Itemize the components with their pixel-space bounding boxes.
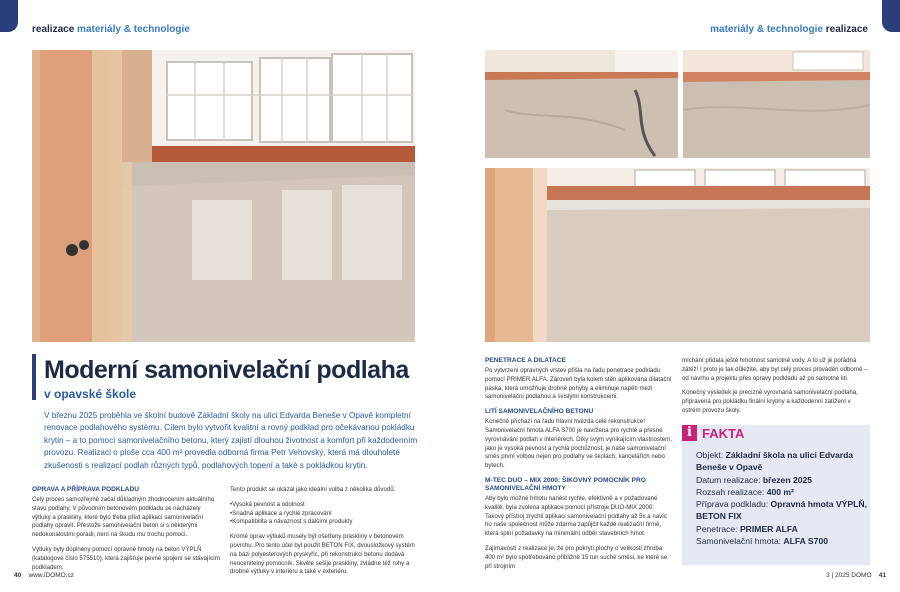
fakta-penetration: [696, 523, 868, 535]
list-item: • Vysoká pevnost a odolnost: [230, 501, 416, 510]
fakta-label: Penetrace:: [696, 523, 740, 534]
fakta-prep: [696, 498, 868, 523]
fakta-value: Opravná hmota VÝPLŇ, BETON FIX: [696, 499, 867, 522]
section-label: realizace: [32, 24, 75, 35]
fakta-area: [696, 486, 868, 498]
fakta-value: březen 2025: [762, 474, 813, 485]
article-subtitle: v opavské škole: [44, 387, 137, 401]
fakta-value: 400 m²: [766, 486, 794, 497]
fakta-value: Základní škola na ulici Edvarda Beneše v Opavě: [696, 450, 854, 473]
list-item: • Kompatibilita a návaznost s dalšími produkty: [230, 518, 416, 527]
article-title: Moderní samonivelační podlaha: [44, 356, 409, 384]
section-label-accent: materiály & technologie: [77, 24, 190, 35]
paragraph: Tento produkt se ukázal jako ideální volba z několika důvodů:: [230, 486, 396, 493]
photo-classroom-wet-floor: [32, 50, 415, 342]
fakta-value: ALFA S700: [783, 536, 828, 547]
page-footer-right: [826, 572, 886, 579]
fakta-mass: [696, 535, 868, 547]
heading-penetrace: PENETRACE A DILATACE: [485, 357, 566, 364]
fakta-label: Příprava podkladu:: [696, 499, 771, 510]
fakta-box: [682, 425, 870, 565]
paragraph: Zajímavostí z realizace je, že pro pokrytí plochy o velikosti zhruba 400 m² bylo spotřebováno přibližně 15 tun suché směsi, ke které se při strojním: [485, 544, 668, 570]
title-accent-bar: [32, 354, 36, 400]
page-number: 41: [878, 572, 886, 579]
benefits-list: [230, 501, 416, 527]
page-footer-left: [14, 572, 74, 579]
fakta-body: [696, 449, 868, 547]
heading-oprava: OPRAVA A PŘÍPRAVA PODKLADU: [32, 486, 139, 493]
list-item: • Snadná aplikace a rychlé zpracování: [230, 510, 416, 519]
page-tab-left: [0, 0, 18, 32]
photo-floor-primed-room: [683, 50, 870, 158]
section-header-left: [32, 24, 190, 35]
section-label-accent: materiály & technologie: [710, 24, 823, 35]
section-label: realizace: [825, 24, 868, 35]
page-tab-right: [882, 0, 900, 32]
fakta-label: Datum realizace:: [696, 474, 763, 485]
photo-finished-floor-room: [485, 168, 870, 342]
photo-floor-preparation-hose: [485, 50, 678, 158]
right-column-1: [485, 357, 673, 577]
paragraph: Kromě oprav výtluků musely být ošetřeny praskliny v betonovém povrchu. Pro tento účel byl použit BETON FIX, dvousložkový systém na bázi polyesterových pryskyřic, při rekonstrukci betonu dodává neocenitelný pomocník. Skvěle sešije praskliny, zvládne též rohy a drobné výtluky v interiéru a také v exteriéru.: [230, 533, 415, 576]
paragraph: Aby bylo možné hmotu nanést rychle, efektivně a v požadované kvalitě, byla zvolena aplikace pomocí přístroje DUO-MIX 2000. Takový přístroj zrychlí aplikaci samonivelační podlahy až 5x a navíc ho naše společnost může zdarma zapůjčit každé realizační firmě, která splní požadavky na minimální odběr stavebních hmot.: [485, 494, 667, 538]
website-link[interactable]: www.iDOMO.cz: [28, 572, 74, 579]
fakta-date: [696, 474, 868, 486]
paragraph: Celý proces samozřejmě začal důkladným zhodnocením aktuálního stavu podlahy. V původním betonovém podkladu se nacházely výtluky a praskliny, které bylo třeba před aplikací samonivelační podlahy opravit. Přestože samonivelační beton si s některými nedokonalostmi poradí, není na škodu mu trochu pomoci.: [32, 496, 215, 539]
paragraph: míchání přidala ještě hmotnost samotné vody. A to už je pořádná zátěž! I proto je tak důležité, aby byl celý proces prováděn odborně – od návrhu a projektu přes opravy podkladu až po samotné lití.: [682, 357, 868, 382]
fakta-label: Objekt:: [696, 450, 726, 460]
fakta-value: PRIMER ALFA: [739, 523, 798, 534]
fakta-object: [696, 449, 868, 474]
fakta-label: Rozsah realizace:: [696, 486, 767, 497]
left-column-2: [230, 486, 416, 583]
section-header-right: [710, 24, 868, 35]
paragraph: Konečný výsledek je precizně vyrovnaná samonivelační podlaha, připravená pro pokládku finální krytiny a každodenní zatížení v ostrém provozu školy.: [682, 389, 858, 414]
right-column-2: [682, 357, 870, 422]
info-icon: i: [682, 425, 697, 441]
issue-label: 3 | 2025 DOMO: [826, 572, 872, 579]
fakta-label: Samonivelační hmota:: [696, 536, 784, 547]
paragraph: Po vytvrzení opravných vrstev přišla na řadu penetrace podkladu pomocí PRIMER ALFA. Zároveň byla kolem stěn aplikována dilatační páska, která umožňuje drobné pohyby a eliminuje napětí mezi samonivelační podlahou a svislými konstrukcemi.: [485, 367, 672, 401]
page-number: 40: [14, 572, 22, 579]
fakta-title: FAKTA: [702, 425, 745, 441]
heading-mtec: M-TEC DUO – MIX 2000: ŠIKOVNÝ POMOCNÍK PRO SAMONIVELAČNÍ HMOTY: [485, 476, 646, 492]
paragraph: Výtluky byly doplněny pomocí opravné hmoty na beton VÝPLŇ (katalogové číslo 575510), která zajišťuje pevné spojení se stávajícím podkladem.: [32, 545, 220, 571]
fakta-header: [682, 425, 744, 441]
paragraph: Konečně přichází na řadu hlavní hvězda celé rekonstrukce! Samonivelační hmota ALFA S700 je navržena pro rychlé a přesné vyrovnávání podlah v interiérech. Díky svým vynikajícím vlastnostem, jako je vysoká pevnost a rychlá pochůznost, je naše samonivelační směs první volbou nejen pro podlahy ve školách, kancelářích nebo bytech.: [485, 418, 672, 470]
left-column-1: [32, 486, 220, 578]
article-lead: V březnu 2025 proběhla ve školní budově Základní školy na ulici Edvarda Beneše v Opavě kompletní renovace podlahového systému. Cílem bylo vytvořit kvalitní a rovný podklad pro očekávanou pokládku krytin – a to pomocí samonivelačního betonu, který zajistí dlouhou životnost a komfort při každodenním provozu. Realizaci o ploše cca 400 m² provedla odborná firma Petr Vehovský, která má dlouholeté zkušenosti s realizací podlah různých typů, podlahových topení a také s pokládkou krytin.: [44, 411, 418, 470]
heading-liti: LITÍ SAMONIVELAČNÍHO BETONU: [485, 408, 594, 416]
